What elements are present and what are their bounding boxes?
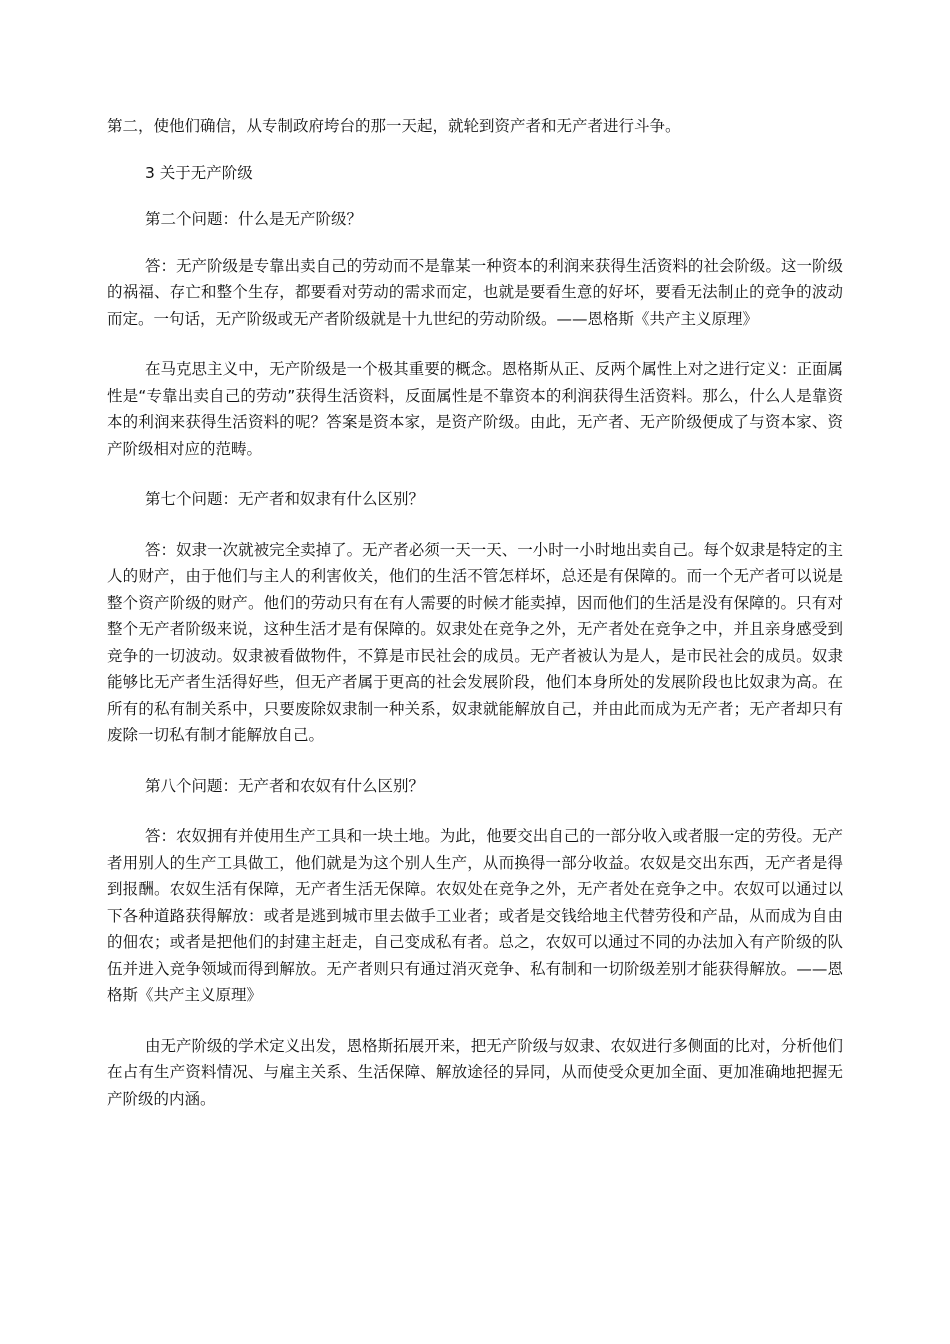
commentary-paragraph-2: 由无产阶级的学术定义出发，恩格斯拓展开来，把无产阶级与奴隶、农奴进行多侧面的比对，分析他们在占有生产资料情况、与雇主关系、生活保障、解放途径的异同，从而使受众更加全面、更加准确地把握无产阶级的内涵。 — [107, 1036, 843, 1108]
answer-seven-paragraph: 答：奴隶一次就被完全卖掉了。无产者必须一天一天、一小时一小时地出卖自己。每个奴隶是特定的主人的财产，由于他们与主人的利害攸关，他们的生活不管怎样坏，总还是有保障的。而一个无产者可以说是整个资产阶级的财产。他们的劳动只有在有人需要的时候才能卖掉，因而他们的生活是没有保障的。只有对整个无产者阶级来说，这种生活才是有保障的。奴隶处在竞争之外，无产者处在竞争之中，并且亲身感受到竞争的一切波动。奴隶被看做物件，不算是市民社会的成员。无产者被认为是人，是市民社会的成员。奴隶能够比无产者生活得好些，但无产者属于更高的社会发展阶段，他们本身所处的发展阶段也比奴隶为高。在所有的私有制关系中，只要废除奴隶制一种关系，奴隶就能解放自己，并由此而成为无产者；无产者却只有废除一切私有制才能解放自己。 — [107, 540, 843, 744]
question-two-heading: 第二个问题：什么是无产阶级？ — [145, 210, 363, 228]
answer-eight-paragraph: 答：农奴拥有并使用生产工具和一块土地。为此，他要交出自己的一部分收入或者服一定的劳役。无产者用别人的生产工具做工，他们就是为这个别人生产，从而换得一部分收益。农奴是交出东西，无产者是得到报酬。农奴生活有保障，无产者生活无保障。农奴处在竞争之外，无产者处在竞争之中。农奴可以通过以下各种道路获得解放：或者是逃到城市里去做手工业者；或者是交钱给地主代替劳役和产品，从而成为自由的佃农；或者是把他们的封建主赶走，自己变成私有者。总之，农奴可以通过不同的办法加入有产阶级的队伍并进入竞争领域而得到解放。无产者则只有通过消灭竞争、私有制和一切阶级差别才能获得解放。——恩格斯《共产主义原理》 — [107, 827, 843, 1004]
question-eight-heading: 第八个问题：无产者和农奴有什么区别？ — [145, 776, 425, 795]
commentary-paragraph-1: 在马克思主义中，无产阶级是一个极其重要的概念。恩格斯从正、反两个属性上对之进行定义：正面属性是“专靠出卖自己的劳动”获得生活资料，反面属性是不靠资本的利润获得生活资料。那么，什么人是靠资本的利润来获得生活资料的呢？答案是资本家，是资产阶级。由此，无产者、无产阶级便成了与资本家、资产阶级相对应的范畴。 — [107, 360, 843, 458]
answer-two-paragraph: 答：无产阶级是专靠出卖自己的劳动而不是靠某一种资本的利润来获得生活资料的社会阶级。这一阶级的祸福、存亡和整个生存，都要看对劳动的需求而定，也就是要看生意的好坏，要看无法制止的竞争的波动而定。一句话，无产阶级或无产者阶级就是十九世纪的劳动阶级。——恩格斯《共产主义原理》 — [107, 256, 843, 328]
question-seven-heading: 第七个问题：无产者和奴隶有什么区别？ — [145, 490, 425, 508]
paragraph-intro: 第二，使他们确信，从专制政府垮台的那一天起，就轮到资产者和无产者进行斗争。 — [107, 117, 681, 135]
section-heading: 3 关于无产阶级 — [145, 163, 253, 182]
document-page — [107, 113, 843, 1112]
